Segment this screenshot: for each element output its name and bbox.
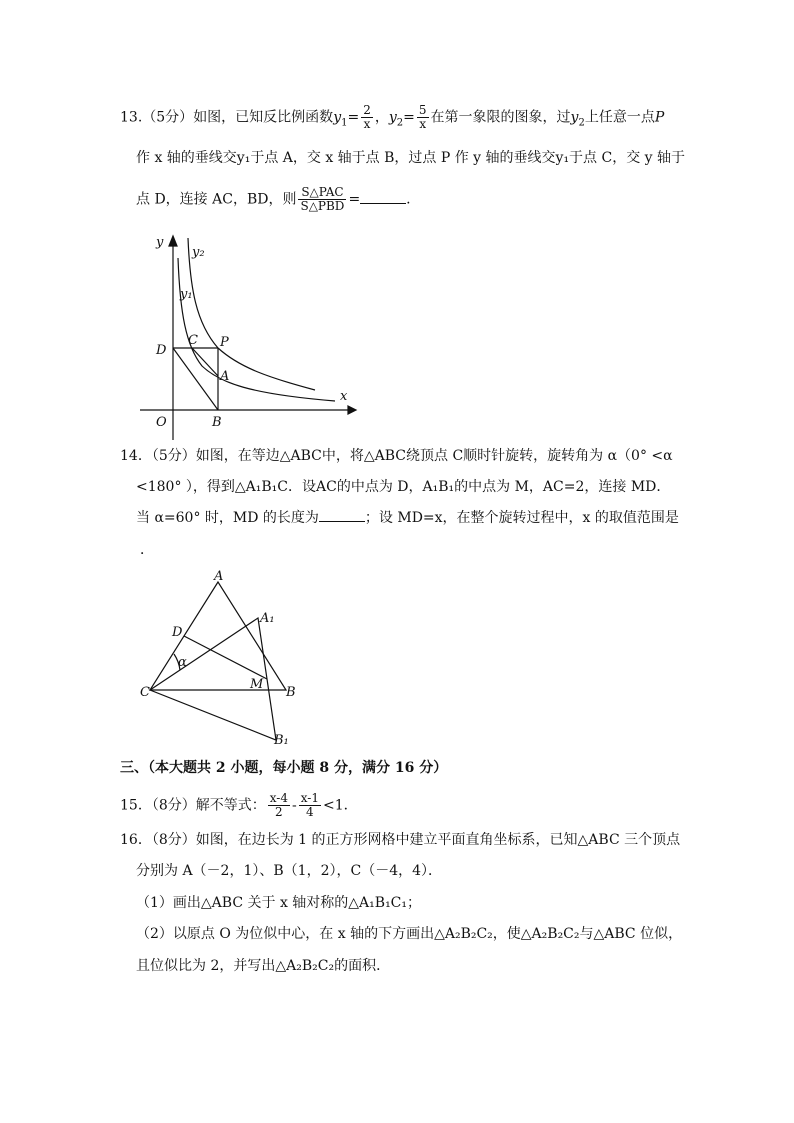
q13-line3-text: 点 D，连接 AC，BD，则: [136, 191, 297, 208]
period: .: [406, 191, 411, 208]
q14-line3-a: 当 α=60° 时，MD 的长度为: [136, 510, 319, 526]
q14-line2: <180° ），得到△A₁B₁C．设AC的中点为 D，A₁B₁的中点为 M，AC=2，连接 MD．: [136, 479, 671, 495]
point-p: P: [654, 109, 665, 126]
label-o: O: [156, 415, 167, 430]
label-y: y: [156, 235, 164, 250]
equals-sign: =: [347, 109, 360, 126]
minus-sign: -: [291, 797, 297, 814]
q15-line: [120, 792, 358, 819]
label-a: A: [220, 369, 230, 384]
label-m: M: [250, 677, 264, 692]
label-b: B: [286, 685, 296, 700]
fraction-numerator: 5: [418, 103, 427, 117]
figure-13: [140, 228, 370, 440]
fraction-numerator: x-4: [269, 791, 288, 805]
ratio-numerator: S△PAC: [298, 186, 346, 200]
fraction-numerator: x-1: [300, 791, 319, 805]
q14-line3-b: ；设 MD=x，在整个旋转过程中，x 的取值范围是: [364, 510, 679, 526]
label-c: C: [140, 685, 150, 700]
label-d: D: [172, 625, 183, 640]
q13-score: （5分）: [142, 109, 194, 126]
fraction-denominator: 4: [306, 805, 314, 819]
q16-line3: （1）画出△ABC 关于 x 轴对称的△A₁B₁C₁；: [136, 895, 422, 911]
q13-text-c: 上任意一点: [584, 109, 655, 126]
q16-line2: 分别为 A（－2，1）、B（1，2），C（－4，4）．: [136, 863, 443, 879]
y2-subscript: 2: [578, 117, 585, 129]
x-axis-arrow: [348, 406, 356, 414]
figure-14: [138, 570, 318, 750]
q13-line3: [136, 186, 411, 213]
y2-symbol: y: [388, 109, 397, 126]
label-c: C: [188, 333, 198, 348]
ratio-denominator: S△PBD: [300, 199, 345, 213]
q14-line4: ．: [140, 542, 154, 558]
label-b: B: [212, 415, 222, 430]
label-b1: B₁: [274, 733, 289, 748]
q13-line2: 作 x 轴的垂线交y₁于点 A，交 x 轴于点 B，过点 P 作 y 轴的垂线交y₁于点 C，交 y 轴于: [136, 150, 686, 166]
segment-md: [184, 636, 267, 679]
y-axis-arrow: [169, 236, 177, 246]
q14-line3: [136, 508, 679, 528]
q15-suffix: <1．: [322, 797, 358, 814]
label-a: A: [214, 570, 224, 584]
y2-curve: [188, 238, 315, 390]
comma: ，: [374, 109, 389, 126]
q13-text-b: 在第一象限的图象，过: [430, 109, 571, 126]
fraction-denominator: x: [419, 117, 427, 131]
label-a1: A₁: [260, 611, 275, 626]
y2-subscript: 2: [396, 117, 404, 129]
segment-ac: [192, 348, 218, 376]
label-d: D: [156, 343, 167, 358]
y1-symbol: y: [333, 109, 342, 126]
fraction-denominator: 2: [275, 805, 283, 819]
area-ratio-fraction: [298, 186, 346, 213]
triangle-abc: [150, 582, 286, 690]
label-alpha: α: [178, 655, 187, 670]
q16-line4: （2）以原点 O 为位似中心，在 x 轴的下方画出△A₂B₂C₂，使△A₂B₂C₂与△ABC 位似，: [136, 926, 683, 942]
q16-line1: 16．（8分）如图，在边长为 1 的正方形网格中建立平面直角坐标系，已知△ABC 三个顶点: [120, 832, 681, 848]
fraction-2-over-x: [361, 104, 373, 131]
fraction-numerator: 2: [363, 103, 371, 117]
fraction-x-4-over-2: [268, 792, 290, 819]
equals-sign: =: [348, 191, 361, 208]
label-x: x: [340, 389, 348, 404]
y2-symbol: y: [570, 109, 579, 126]
q13-text-a: 如图，已知反比例函数: [193, 109, 334, 126]
fraction-5-over-x: [417, 104, 429, 131]
q15-prefix: 15．（8分）解不等式：: [120, 797, 266, 814]
section-3-title: 三、（本大题共 2 小题，每小题 8 分，满分 16 分）: [120, 760, 448, 776]
fraction-denominator: x: [363, 117, 371, 131]
label-y1: y₁: [180, 287, 193, 302]
y1-subscript: 1: [341, 117, 348, 129]
y1-curve: [178, 258, 335, 401]
q13-number: 13.: [120, 109, 143, 126]
q16-line5: 且位似比为 2，并写出△A₂B₂C₂的面积．: [136, 958, 391, 974]
answer-blank: [360, 191, 406, 204]
answer-blank-1: [319, 509, 365, 522]
label-y2: y₂: [192, 245, 205, 260]
equals-sign: =: [403, 109, 415, 126]
q14-line1: 14．（5分）如图，在等边△ABC中，将△ABC绕顶点 C顺时针旋转，旋转角为 α（0° <α: [120, 448, 673, 464]
fraction-x-1-over-4: [299, 792, 321, 819]
label-p: P: [220, 335, 229, 350]
q13-line1: [120, 104, 664, 133]
